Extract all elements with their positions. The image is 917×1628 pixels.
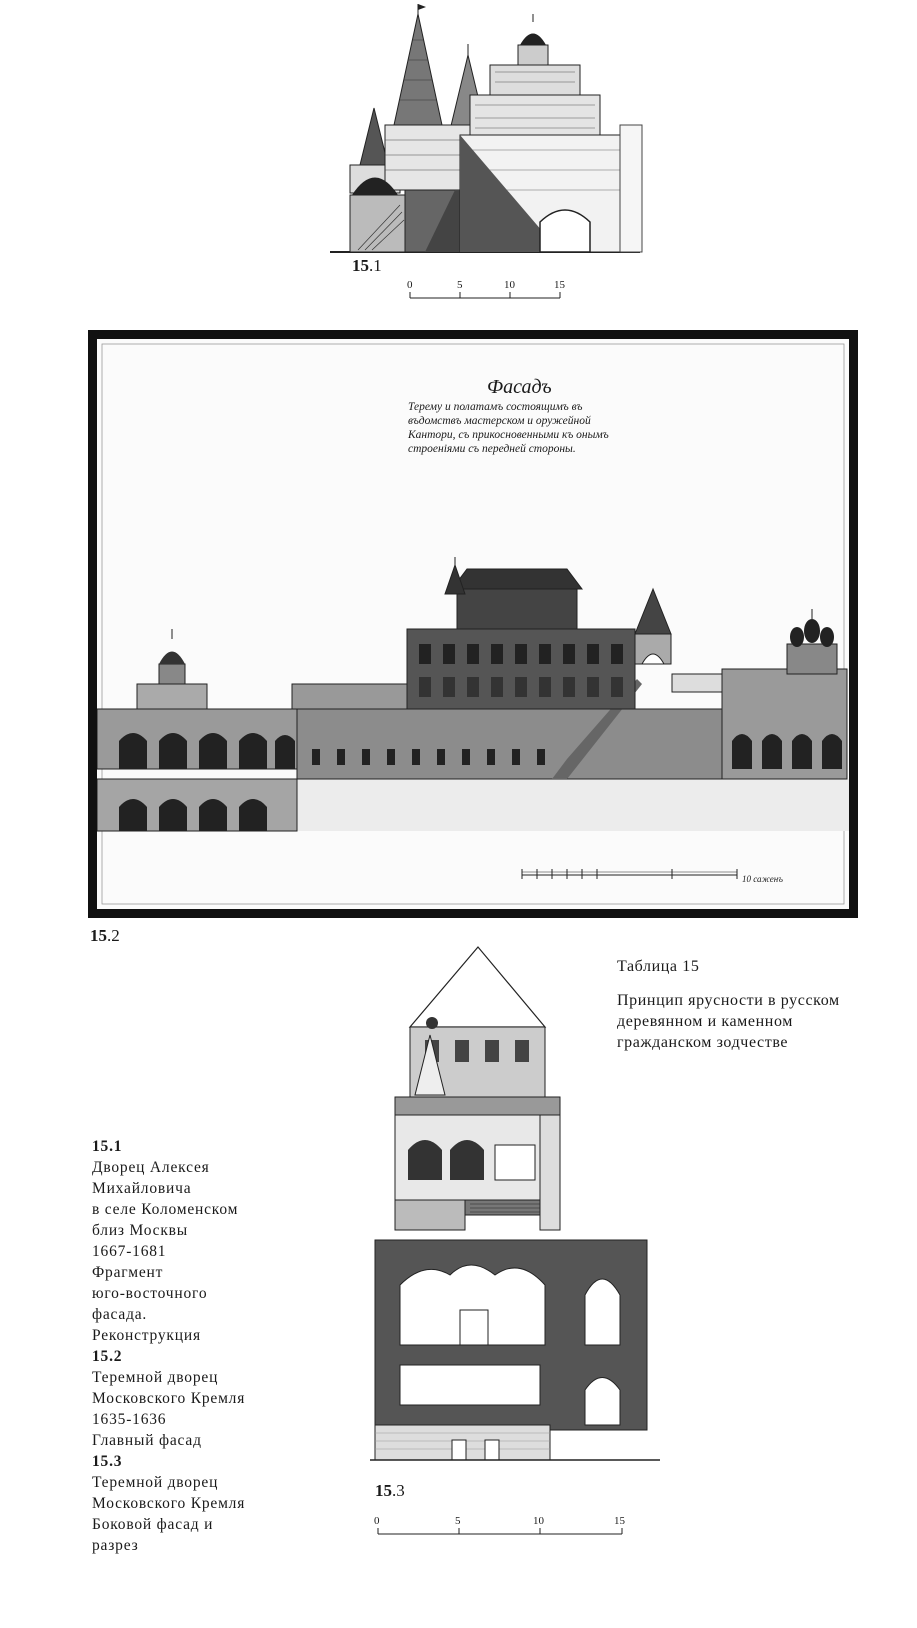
scale-1-tick-5: 5 xyxy=(457,279,463,291)
figure-15-2-subtitle: Терему и полатамъ состоящимъ въ въдомствъ мастерском и оружейной Кантори, съ прикосновенными къ онымъ строенiями съ передней стороны. xyxy=(408,401,609,455)
figure-15-2-label: 15.2 xyxy=(90,926,120,945)
scale-1-tick-15: 15 xyxy=(554,279,565,291)
scale-1-tick-0: 0 xyxy=(407,279,413,291)
figure-15-3-drawing xyxy=(370,945,660,1485)
caption-15-1-line: Михайловича xyxy=(92,1180,192,1197)
table-title: Таблица 15 xyxy=(617,958,700,975)
scale-3-tick-10: 10 xyxy=(533,1515,544,1527)
caption-15-1-line: 1667-1681 xyxy=(92,1243,167,1260)
caption-15-1-line: Реконструкция xyxy=(92,1327,201,1344)
figure-15-2-scale-unit: 10 саженъ xyxy=(742,874,783,884)
caption-15-1-line: Фрагмент xyxy=(92,1264,164,1281)
caption-15-3-line: Московского Кремля xyxy=(92,1495,246,1512)
caption-15-1-line: фасада. xyxy=(92,1306,148,1323)
table-description: Принцип ярусности в русском деревянном и каменном гражданском зодчестве xyxy=(617,992,840,1051)
figure-15-3-scale-bar xyxy=(370,1512,640,1542)
caption-15-1-line: близ Москвы xyxy=(92,1222,189,1239)
caption-15-3-line: разрез xyxy=(92,1537,139,1554)
caption-15-3-number: 15.3 xyxy=(92,1453,123,1470)
captions-column xyxy=(92,1136,332,1556)
caption-15-1-line: в селе Коломенском xyxy=(92,1201,239,1218)
scale-1-tick-10: 10 xyxy=(504,279,515,291)
figure-15-2-title: Фасадъ xyxy=(487,376,552,398)
caption-15-2-number: 15.2 xyxy=(92,1348,123,1365)
caption-15-2-line: Главный фасад xyxy=(92,1432,202,1449)
scale-3-tick-15: 15 xyxy=(614,1515,625,1527)
caption-15-1-number: 15.1 xyxy=(92,1138,123,1155)
caption-15-3-line: Боковой фасад и xyxy=(92,1516,214,1533)
caption-15-2-line: 1635-1636 xyxy=(92,1411,167,1428)
figure-15-1-drawing xyxy=(330,0,650,262)
caption-15-1-line: Дворец Алексея xyxy=(92,1159,210,1176)
caption-15-1-line: юго-восточного xyxy=(92,1285,208,1302)
figure-15-1-scale-bar xyxy=(400,276,570,304)
caption-15-3-line: Теремной дворец xyxy=(92,1474,219,1491)
caption-15-2-line: Московского Кремля xyxy=(92,1390,246,1407)
scale-3-tick-5: 5 xyxy=(455,1515,461,1527)
figure-15-3-label: 15.3 xyxy=(375,1481,405,1500)
caption-15-2-line: Теремной дворец xyxy=(92,1369,219,1386)
scale-3-tick-0: 0 xyxy=(374,1515,380,1527)
figure-15-1-label: 15.1 xyxy=(352,256,382,275)
